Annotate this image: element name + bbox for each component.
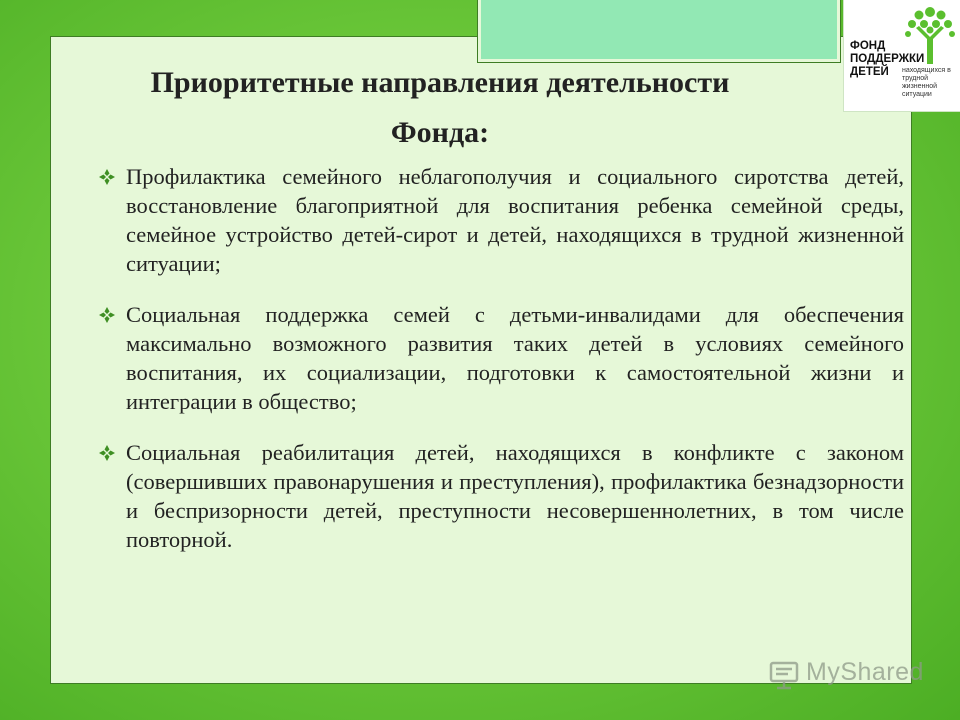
- logo-line-3: ДЕТЕЙ: [850, 66, 889, 78]
- diamond-bullet-icon: [98, 444, 116, 462]
- diamond-bullet-icon: [98, 306, 116, 324]
- list-item: [98, 162, 904, 278]
- diamond-bullet-icon: [98, 168, 116, 186]
- watermark-text: MyShared: [806, 658, 924, 686]
- list-item-text: Социальная реабилитация детей, находящихся в конфликте с законом (совершивших правонарушения и преступления), профилактика безнадзорности и беспризорности детей, преступности несовершеннолетних, в том числе повторной.: [126, 440, 904, 552]
- list-item: [98, 438, 904, 554]
- list-item-text: Профилактика семейного неблагополучия и социального сиротства детей, восстановление благоприятной для воспитания ребенка семейной среды, семейное устройство детей-сирот и детей, находящихся в трудной жизненной ситуации;: [126, 164, 904, 276]
- slide-title: Приоритетные направления деятельности Фонда:: [150, 66, 730, 149]
- foundation-logo: [843, 0, 960, 112]
- priority-list: [98, 162, 904, 576]
- logo-subtitle: находящихся в трудной жизненной ситуации: [902, 67, 951, 98]
- logo-line-1: ФОНД: [850, 40, 886, 52]
- list-item: [98, 300, 904, 416]
- presentation-icon: [768, 660, 800, 690]
- logo-line-2: ПОДДЕРЖКИ: [850, 53, 925, 65]
- watermark: [768, 656, 928, 692]
- accent-box: [478, 0, 840, 62]
- list-item-text: Социальная поддержка семей с детьми-инвалидами для обеспечения максимально возможного развития таких детей в условиях семейного воспитания, их социализации, подготовки к самостоятельной жизни и интеграции в общество;: [126, 302, 904, 414]
